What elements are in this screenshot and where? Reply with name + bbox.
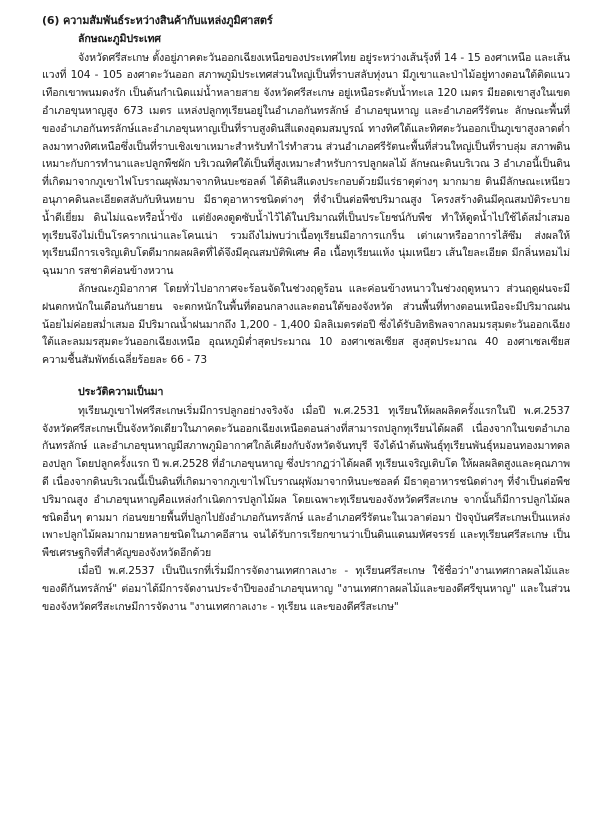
geography-heading: ลักษณะภูมิประเทศ: [78, 32, 161, 45]
section-title: (6) ความสัมพันธ์ระหว่างสินค้ากับแหล่งภูมิศาสตร์: [42, 14, 273, 27]
document-page: [42, 12, 570, 616]
geography-paragraph-climate: ลักษณะภูมิอากาศ โดยทั่วไปอากาศจะร้อนจัดในช่วงฤดูร้อน และค่อนข้างหนาวในช่วงฤดูหนาว ส่วนฤดูฝนจะมีฝนตกหนักในเดือนกันยายน จะตกหนักในพื้นที่ตอนกลางและตอนใต้ของจังหวัด ส่วนพื้นที่ทางตอนเหนือจะมีปริมาณฝนน้อยไม่ค่อยสม่ำเสมอ มีปริมาณน้ำฝนมากถึง 1,200 - 1,400 มิลลิเมตรต่อปี ซึ่งได้รับอิทธิพลจากลมมรสุมตะวันออกเฉียงใต้และลมมรสุมตะวันออกเฉียงเหนือ อุณหภูมิต่ำสุดประมาณ 10 องศาเซลเซียส สูงสุดประมาณ 40 องศาเซลเซียส ความชื้นสัมพัทธ์เฉลี่ยร้อยละ 66 - 73: [42, 282, 570, 367]
history-paragraph-origin: ทุเรียนภูเขาไฟศรีสะเกษเริ่มมีการปลูกอย่างจริงจัง เมื่อปี พ.ศ.2531 ทุเรียนให้ผลผลิตครั้งแรกในปี พ.ศ.2537 จังหวัดศรีสะเกษเป็นจังหวัดเดียวในภาคตะวันออกเฉียงเหนือตอนล่างที่สามารถปลูกทุเรียนได้ผลดี เนื่องจากในเขตอำเภอกันทรลักษ์ และอำเภอขุนหาญมีสภาพภูมิอากาศใกล้เคียงกับจังหวัดจันทบุรี จึงได้นำต้นพันธุ์ทุเรียนพันธุ์หมอนทองมาทดลองปลูก โดยปลูกครั้งแรก ปี พ.ศ.2528 ที่อำเภอขุนหาญ ซึ่งปรากฏว่าได้ผลดี ทุเรียนเจริญเติบโต ให้ผลผลิตสูงและคุณภาพดี เนื่องจากดินบริเวณนี้เป็นดินที่เกิดมาจากภูเขาไฟโบราณผุพังมาจากหินบะซอลต์ มีธาตุอาหารชนิดต่างๆ ที่จำเป็นต่อพืชปริมาณสูง อำเภอขุนหาญคือแหล่งกำเนิดการปลูกไม้ผล โดยเฉพาะทุเรียนของจังหวัดศรีสะเกษ จากนั้นก็มีการปลูกไม้ผลชนิดอื่นๆ ตามมา ก่อนขยายพื้นที่ปลูกไปยังอำเภอกันทรลักษ์ และอำเภอศรีรัตนะในเวลาต่อมา ปัจจุบันศรีสะเกษเป็นแหล่งเพาะปลูกไม้ผลมากมายหลายชนิดในภาคอีสาน จนได้รับการเรียกขานว่าเป็นดินแดนมหัศจรรย์ และทุเรียนศรีสะเกษ เป็นพืชเศรษฐกิจที่สำคัญของจังหวัดอีกด้วย: [42, 404, 570, 560]
history-paragraph-festival: เมื่อปี พ.ศ.2537 เป็นปีแรกที่เริ่มมีการจัดงานเทศกาลเงาะ - ทุเรียนศรีสะเกษ ใช้ชื่อว่า"งานเทศกาลผลไม้และของดีกันทรลักษ์" ต่อมาได้มีการจัดงานประจำปีของอำเภอขุนหาญ "งานเทศกาลผลไม้และของดีศรีขุนหาญ" และในส่วนของจังหวัดศรีสะเกษมีการจัดงาน "งานเทศกาลเงาะ - ทุเรียน และของดีศรีสะเกษ": [42, 564, 570, 613]
history-heading: ประวัติความเป็นมา: [78, 385, 164, 398]
geography-paragraph-terrain: จังหวัดศรีสะเกษ ตั้งอยู่ภาคตะวันออกเฉียงเหนือของประเทศไทย อยู่ระหว่างเส้นรุ้งที่ 14 - 15 องศาเหนือ และเส้นแวงที่ 104 - 105 องศาตะวันออก สภาพภูมิประเทศส่วนใหญ่เป็นที่ราบสลับทุ่งนา มีภูเขาและป่าไม้อยู่ทางตอนใต้ติดแนวเทือกเขาพนมดงรัก เป็นต้นกำเนิดแม่น้ำหลายสาย จังหวัดศรีสะเกษ อยู่เหนือระดับน้ำทะเล 120 เมตร มียอดเขาสูงในเขตอำเภอขุนหาญสูง 673 เมตร แหล่งปลูกทุเรียนอยู่ในอำเภอกันทรลักษ์ อำเภอขุนหาญ และอำเภอศรีรัตนะ ลักษณะพื้นที่ของอำเภอกันทรลักษ์และอำเภอขุนหาญเป็นที่ราบสูงดินสีแดงอุดมสมบูรณ์ ทางทิศใต้และทิศตะวันออกเป็นภูเขาสูงลาดต่ำลงมาทางทิศเหนือซึ่งเป็นที่ราบเชิงเขาเหมาะสำหรับทำไร่ทำสวน ส่วนอำเภอศรีรัตนะพื้นที่ส่วนใหญ่เป็นที่ราบลุ่ม สภาพดินเหมาะกับการทำนาและปลูกพืชผัก บริเวณทิศใต้เป็นที่สูงเหมาะสำหรับการปลูกผลไม้ ลักษณะดินบริเวณ 3 อำเภอนี้เป็นดินที่เกิดมาจากภูเขาไฟโบราณผุพังมาจากหินบะซอลต์ ได้ดินสีแดงประกอบด้วยมีแร่ธาตุต่างๆ มากมาย ดินมีลักษณะเหนียวอนุภาคดินละเอียดสลับกับหินหยาบ มีธาตุอาหารชนิดต่างๆ ที่จำเป็นต่อพืชปริมาณสูง โครงสร้างดินมีคุณสมบัติระบายน้ำดีเยี่ยม ดินไม่แฉะหรือน้ำขัง แต่ยังคงดูดซับน้ำไว้ได้ในปริมาณที่เป็นประโยชน์กับพืช ทำให้ดูดน้ำไปใช้ได้สม่ำเสมอ ทุเรียนจึงไม่เป็นโรครากเน่าและโคนเน่า รวมถึงไม่พบว่าเนื้อทุเรียนมีอาการแกร็น เต่าเผาหรืออาการไส้ซึม ส่งผลให้ทุเรียนมีการเจริญเติบโตดีมากผลผลิตที่ได้จึงมีคุณสมบัติพิเศษ คือ เนื้อทุเรียนแห้ง นุ่มเหนียว เส้นใยละเอียด มีกลิ่นหอมไม่ฉุนมาก รสชาติค่อนข้างหวาน: [42, 51, 570, 278]
